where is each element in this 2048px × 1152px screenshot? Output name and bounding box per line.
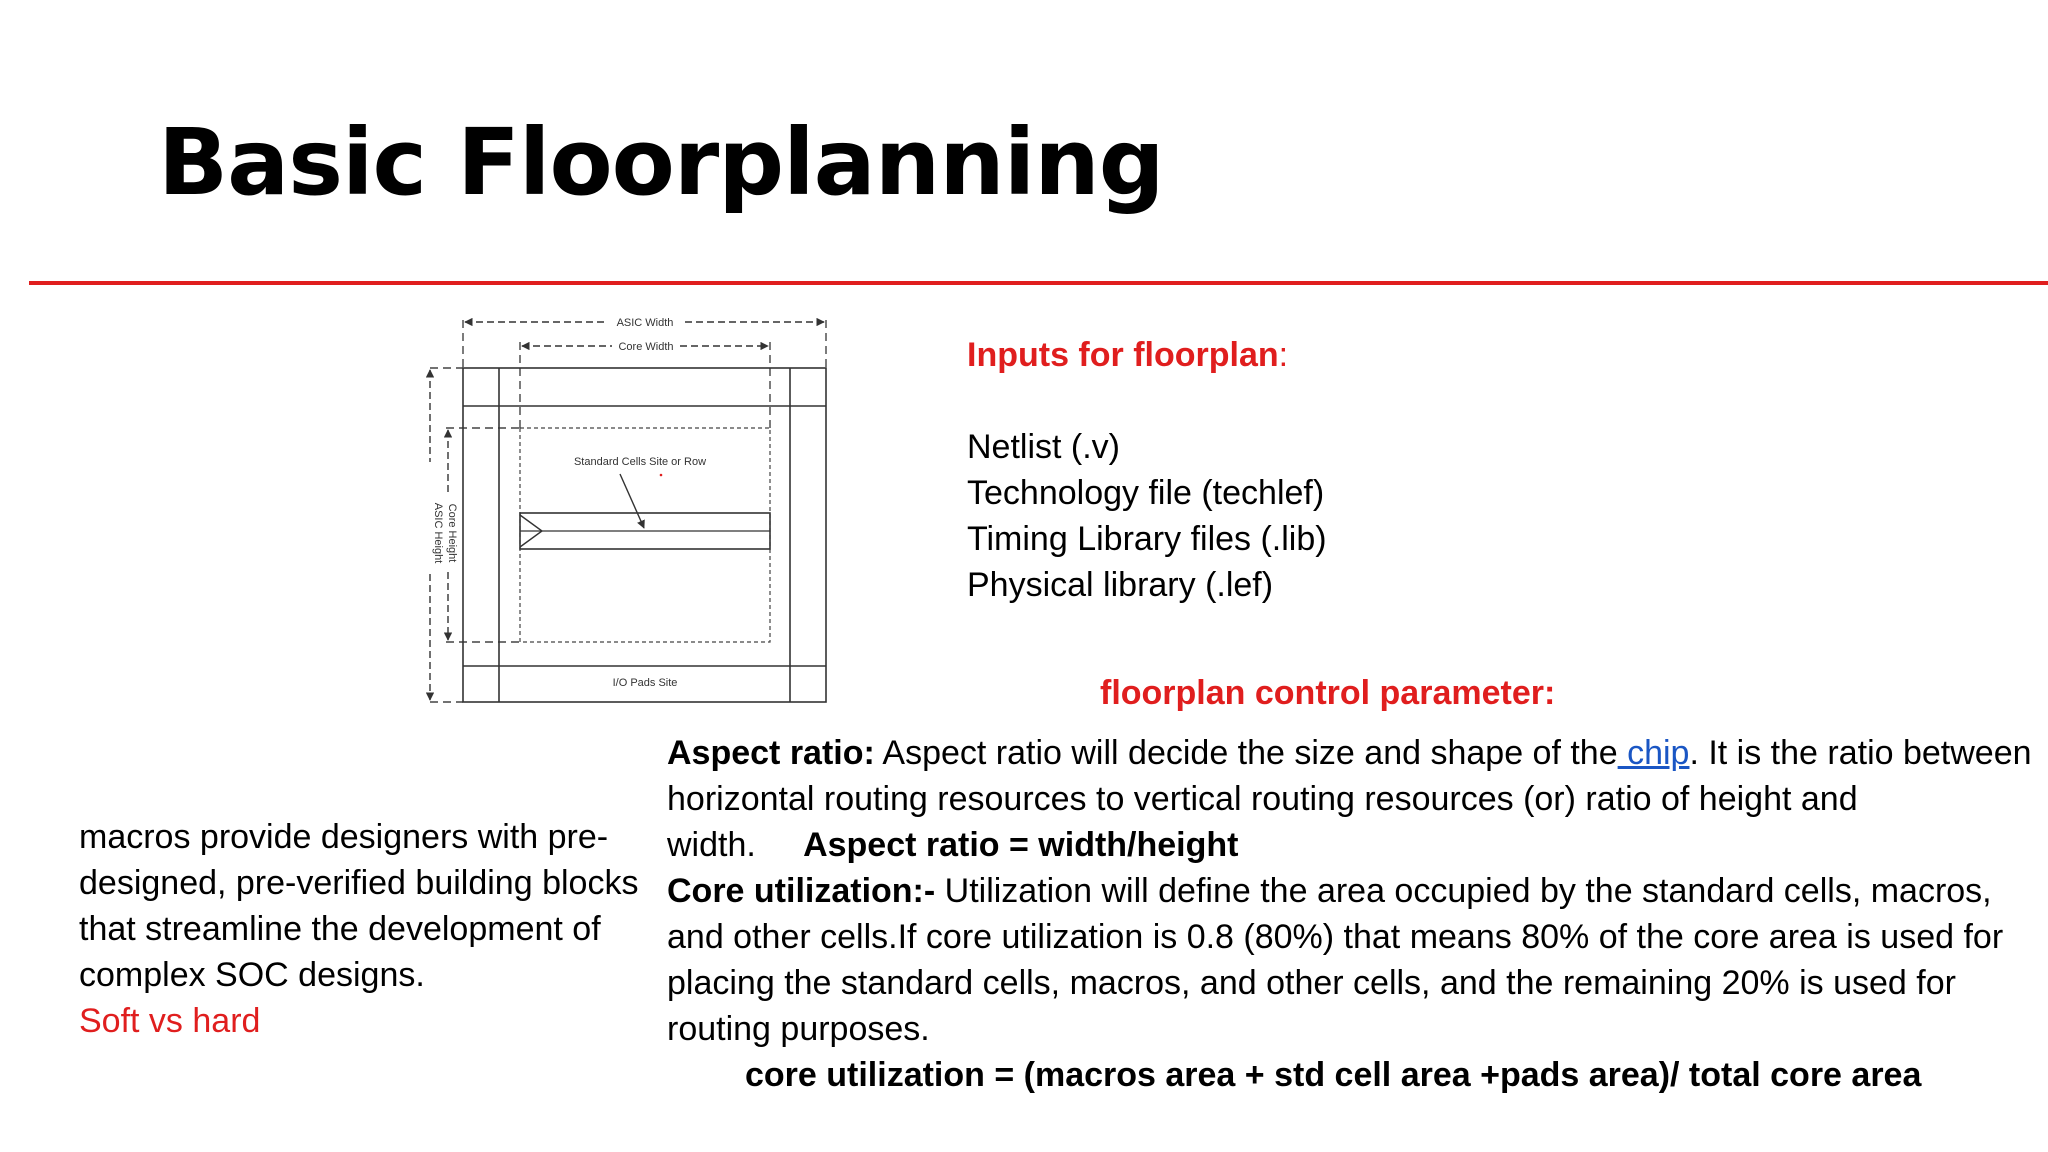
control-parameters <box>667 730 2047 1098</box>
inputs-heading-colon: : <box>1278 336 1289 374</box>
chip-link[interactable]: chip <box>1617 734 1690 772</box>
aspect-ratio-formula: Aspect ratio = width/height <box>803 826 1239 864</box>
input-item: Physical library (.lef) <box>967 566 1274 604</box>
input-item: Timing Library files (.lib) <box>967 520 1327 558</box>
inputs-heading-line <box>967 332 1327 378</box>
io-pads-label: I/O Pads Site <box>612 677 678 689</box>
core-utilization-label: Core utilization:- <box>667 872 936 910</box>
input-item: Technology file (techlef) <box>967 474 1325 512</box>
inputs-spacer <box>967 378 1327 424</box>
aspect-ratio-text-1: Aspect ratio will decide the size and shape of the <box>874 734 1618 772</box>
core-width-label: Core Width <box>618 341 674 353</box>
macros-text: macros provide designers with pre-designed, pre-verified building blocks that streamline the development of complex SOC designs. <box>79 818 639 994</box>
asic-width-label: ASIC Width <box>616 317 674 329</box>
aspect-ratio-text-2: . It is the ratio between horizontal routing resources to vertical routing resources (or) ratio of height and width. <box>667 734 2032 864</box>
asic-height-label: ASIC Height <box>432 502 444 564</box>
inputs-heading: Inputs for floorplan <box>967 336 1279 374</box>
floorplan-diagram <box>418 312 838 712</box>
title-divider <box>29 281 2048 285</box>
aspect-ratio-paragraph <box>667 730 2047 868</box>
macros-note <box>79 814 639 1044</box>
core-utilization-paragraph <box>667 868 2047 1052</box>
dimension-guides <box>430 320 826 702</box>
red-dot <box>660 474 663 477</box>
soft-vs-hard: Soft vs hard <box>79 1002 261 1040</box>
core-utilization-formula: core utilization = (macros area + std cell area +pads area)/ total core area <box>745 1056 1922 1094</box>
aspect-ratio-label: Aspect ratio: <box>667 734 875 772</box>
standard-cells-label: Standard Cells Site or Row <box>573 456 707 468</box>
standard-cells-pointer <box>620 474 644 528</box>
core-utilization-text: Utilization will define the area occupied by the standard cells, macros, and other cells.If core utilization is 0.8 (80%) that means 80% of the core area is used for placing the standard cells, macros, and other cells, and the remaining 20% is used for routing purposes. <box>667 872 2004 1048</box>
slide-title: Basic Floorplanning <box>158 109 1164 216</box>
control-heading: floorplan control parameter: <box>1100 674 1556 712</box>
inputs-section <box>967 332 1327 608</box>
asic-boundary <box>463 368 826 702</box>
input-item: Netlist (.v) <box>967 428 1120 466</box>
core-height-label: Core Height <box>446 503 458 563</box>
